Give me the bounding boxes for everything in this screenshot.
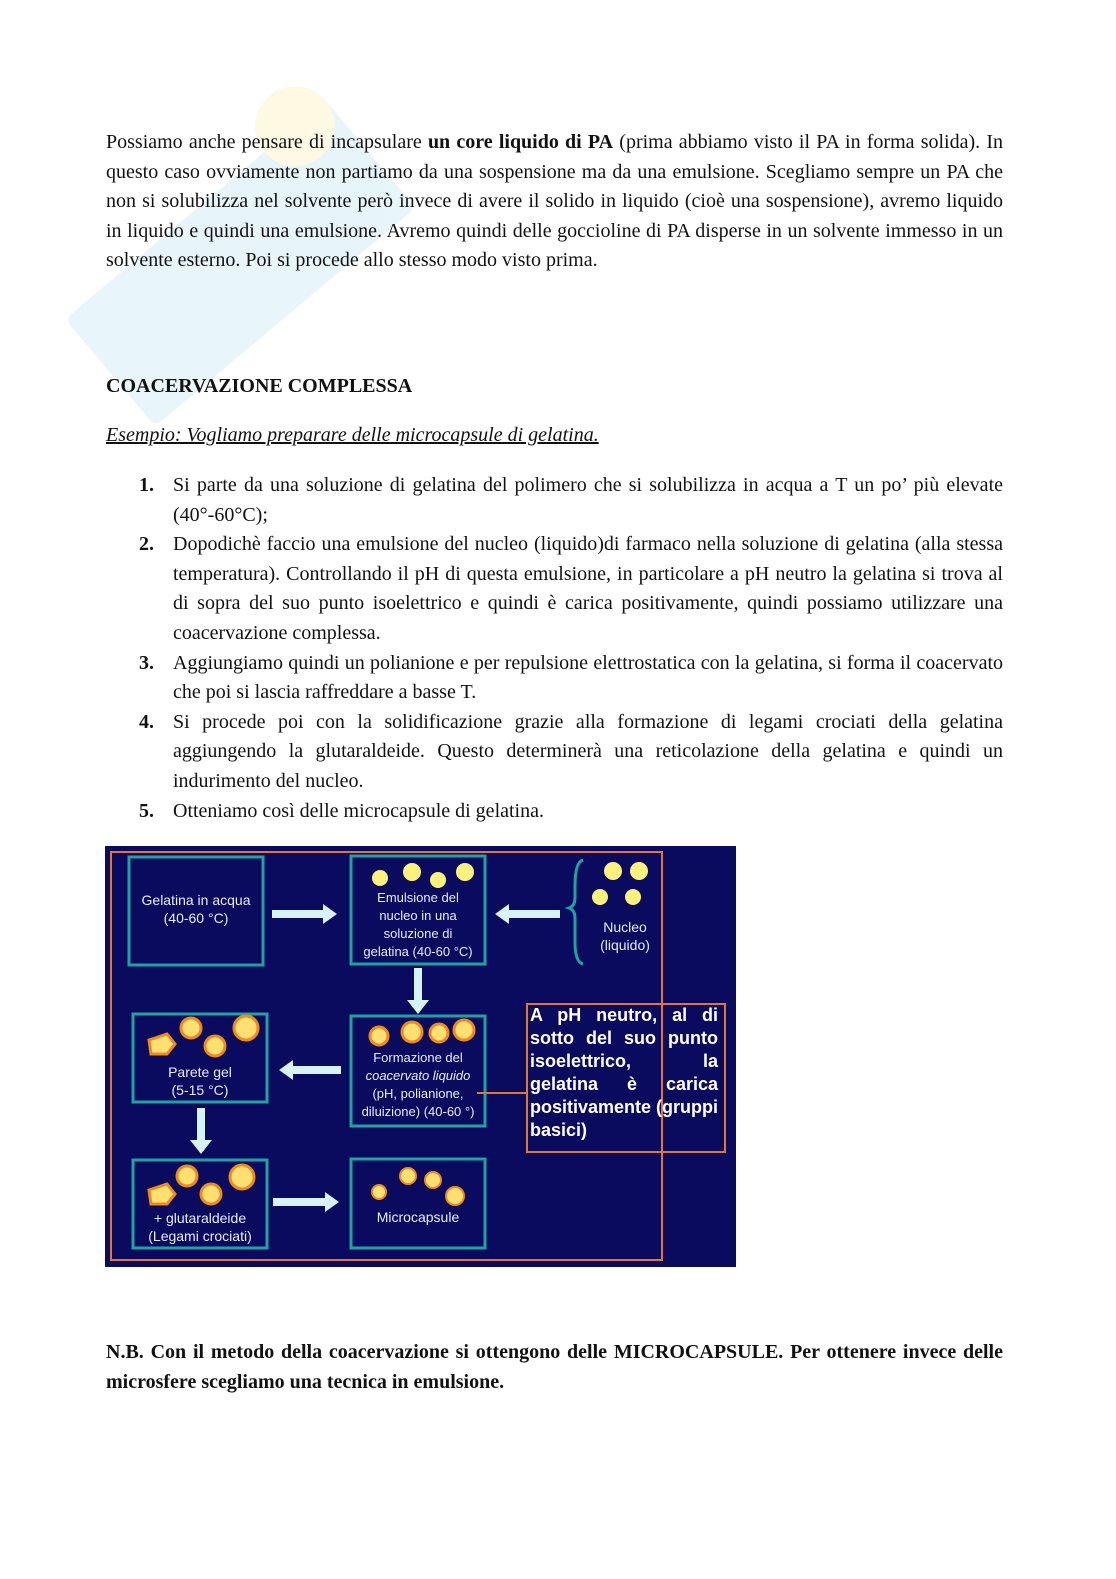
list-item: 5. Otteniamo così delle microcapsule di gelatina. [139,799,544,822]
box-microcapsule [351,1159,485,1248]
arrow-right-1 [272,904,337,924]
intro-text-1: Possiamo anche pensare di incapsulare [106,131,428,153]
box-emulsione-label: Emulsione del nucleo in una soluzione di gelatina (40-60 °C) [363,890,473,959]
intro-paragraph [106,128,1003,276]
arrow-down-1 [407,968,429,1014]
example-line: Esempio: Vogliamo preparare delle microcapsule di gelatina. [106,424,599,446]
box-gelatina-label: Gelatina in acqua (40-60 °C) [141,892,251,926]
intro-bold: un core liquido di PA [427,131,614,153]
box-parete-label: Parete gel (5-15 °C) [168,1064,232,1098]
arrow-right-2 [273,1192,339,1212]
list-item: 4. Si procede poi con la solidificazione grazie alla formazione di legami crociati della gelatina aggiungendo la glutaraldeide. Questo determinerà una reticolazione della gelatina e quindi un indurimento del nucleo. [139,710,1003,792]
arrow-left-2 [279,1060,341,1080]
nb-note: N.B. Con il metodo della coacervazione si ottengono delle MICROCAPSULE. Per ottenere invece delle microsfere scegliamo una tecnica in emulsione. [106,1341,1003,1393]
nucleo-bracket [569,860,583,964]
intro-text-2: (prima abbiamo visto il PA in forma solida). In questo caso ovviamente non partiamo da una sospensione ma da una emulsione. Scegliamo sempre un PA che non si solubilizza nel solvente però invece di avere il solido in liquido (cioè una sospensione), avremo liquido in liquido e quindi una emulsione. Avremo quindi delle goccioline di PA disperse in un solvente immesso in un solvente esterno. Poi si procede allo stesso modo visto prima. [106,131,1003,272]
nucleo-label: Nucleo (liquido) [600,919,650,953]
ph-note: A pH neutro, al di sotto del suo punto isoelettrico, la gelatina è carica positivamente (gruppi basici) [530,1005,719,1140]
box-microcapsule-label: Microcapsule [376,1209,460,1225]
list-item: 1. Si parte da una soluzione di gelatina del polimero che si solubilizza in acqua a T un po’ più elevate (40°-60°C); [139,474,1003,526]
list-item: 3. Aggiungiamo quindi un polianione e per repulsione elettrostatica con la gelatina, si forma il coacervato che poi si lascia raffreddare a basse T. [139,651,1003,704]
section-heading: COACERVAZIONE COMPLESSA [106,375,413,397]
box-coacervato-label: Formazione del coacervato liquido (pH, polianione, diluizione) (40-60 °) [361,1050,475,1119]
steps-list [106,471,1003,826]
list-item: 2. Dopodichè faccio una emulsione del nucleo (liquido)di farmaco nella soluzione di gelatina (alla stessa temperatura). Controllando il pH di questa emulsione, in particolare a pH neutro la gelatina si trova al di sopra del suo punto isoelettrico e quindi è carica positivamente, quindi possiamo utilizzare una coacervazione complessa. [139,533,1003,644]
box-glutaraldeide-label: + glutaraldeide (Legami crociati) [148,1210,252,1244]
arrow-down-2 [190,1108,212,1154]
arrow-left-1 [495,904,560,924]
